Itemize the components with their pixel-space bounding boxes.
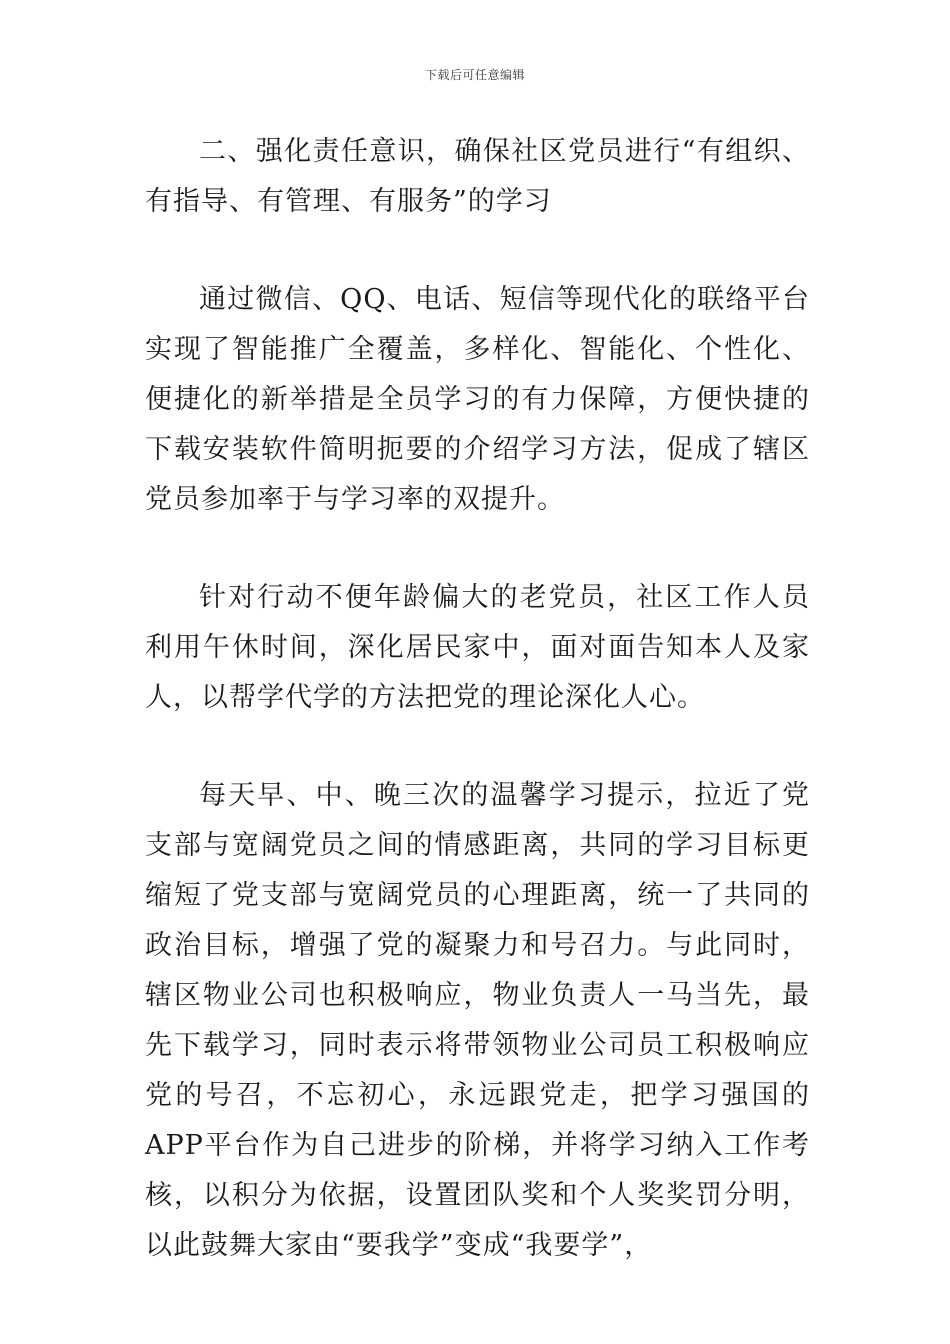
body-paragraph: 每天早、中、晚三次的温馨学习提示，拉近了党支部与宽阔党员之间的情感距离，共同的学习目标更缩短了党支部与宽阔党员的心理距离，统一了共同的政治目标，增强了党的凝聚力和号召力。与此同时，辖区物业公司也积极响应，物业负责人一马当先，最先下载学习，同时表示将带领物业公司员工积极响应党的号召，不忘初心，永远跟党走，把学习强国的APP平台作为自己进步的阶梯，并将学习纳入工作考核，以积分为依据，设置团队奖和个人奖奖罚分明，以此鼓舞大家由“要我学”变成“我要学”， xyxy=(145,780,810,1261)
body-paragraph: 通过微信、QQ、电话、短信等现代化的联络平台实现了智能推广全覆盖，多样化、智能化、个性化、便捷化的新举措是全员学习的有力保障，方便快捷的下载安装软件简明扼要的介绍学习方法，促成了辖区党员参加率于与学习率的双提升。 xyxy=(145,284,810,515)
header-note: 下载后可任意编辑 xyxy=(424,68,525,82)
body-paragraph: 针对行动不便年龄偏大的老党员，社区工作人员利用午休时间，深化居民家中，面对面告知本人及家人，以帮学代学的方法把党的理论深化人心。 xyxy=(145,582,810,713)
section-heading-paragraph: 二、强化责任意识，确保社区党员进行“有组织、有指导、有管理、有服务”的学习 xyxy=(145,136,810,217)
